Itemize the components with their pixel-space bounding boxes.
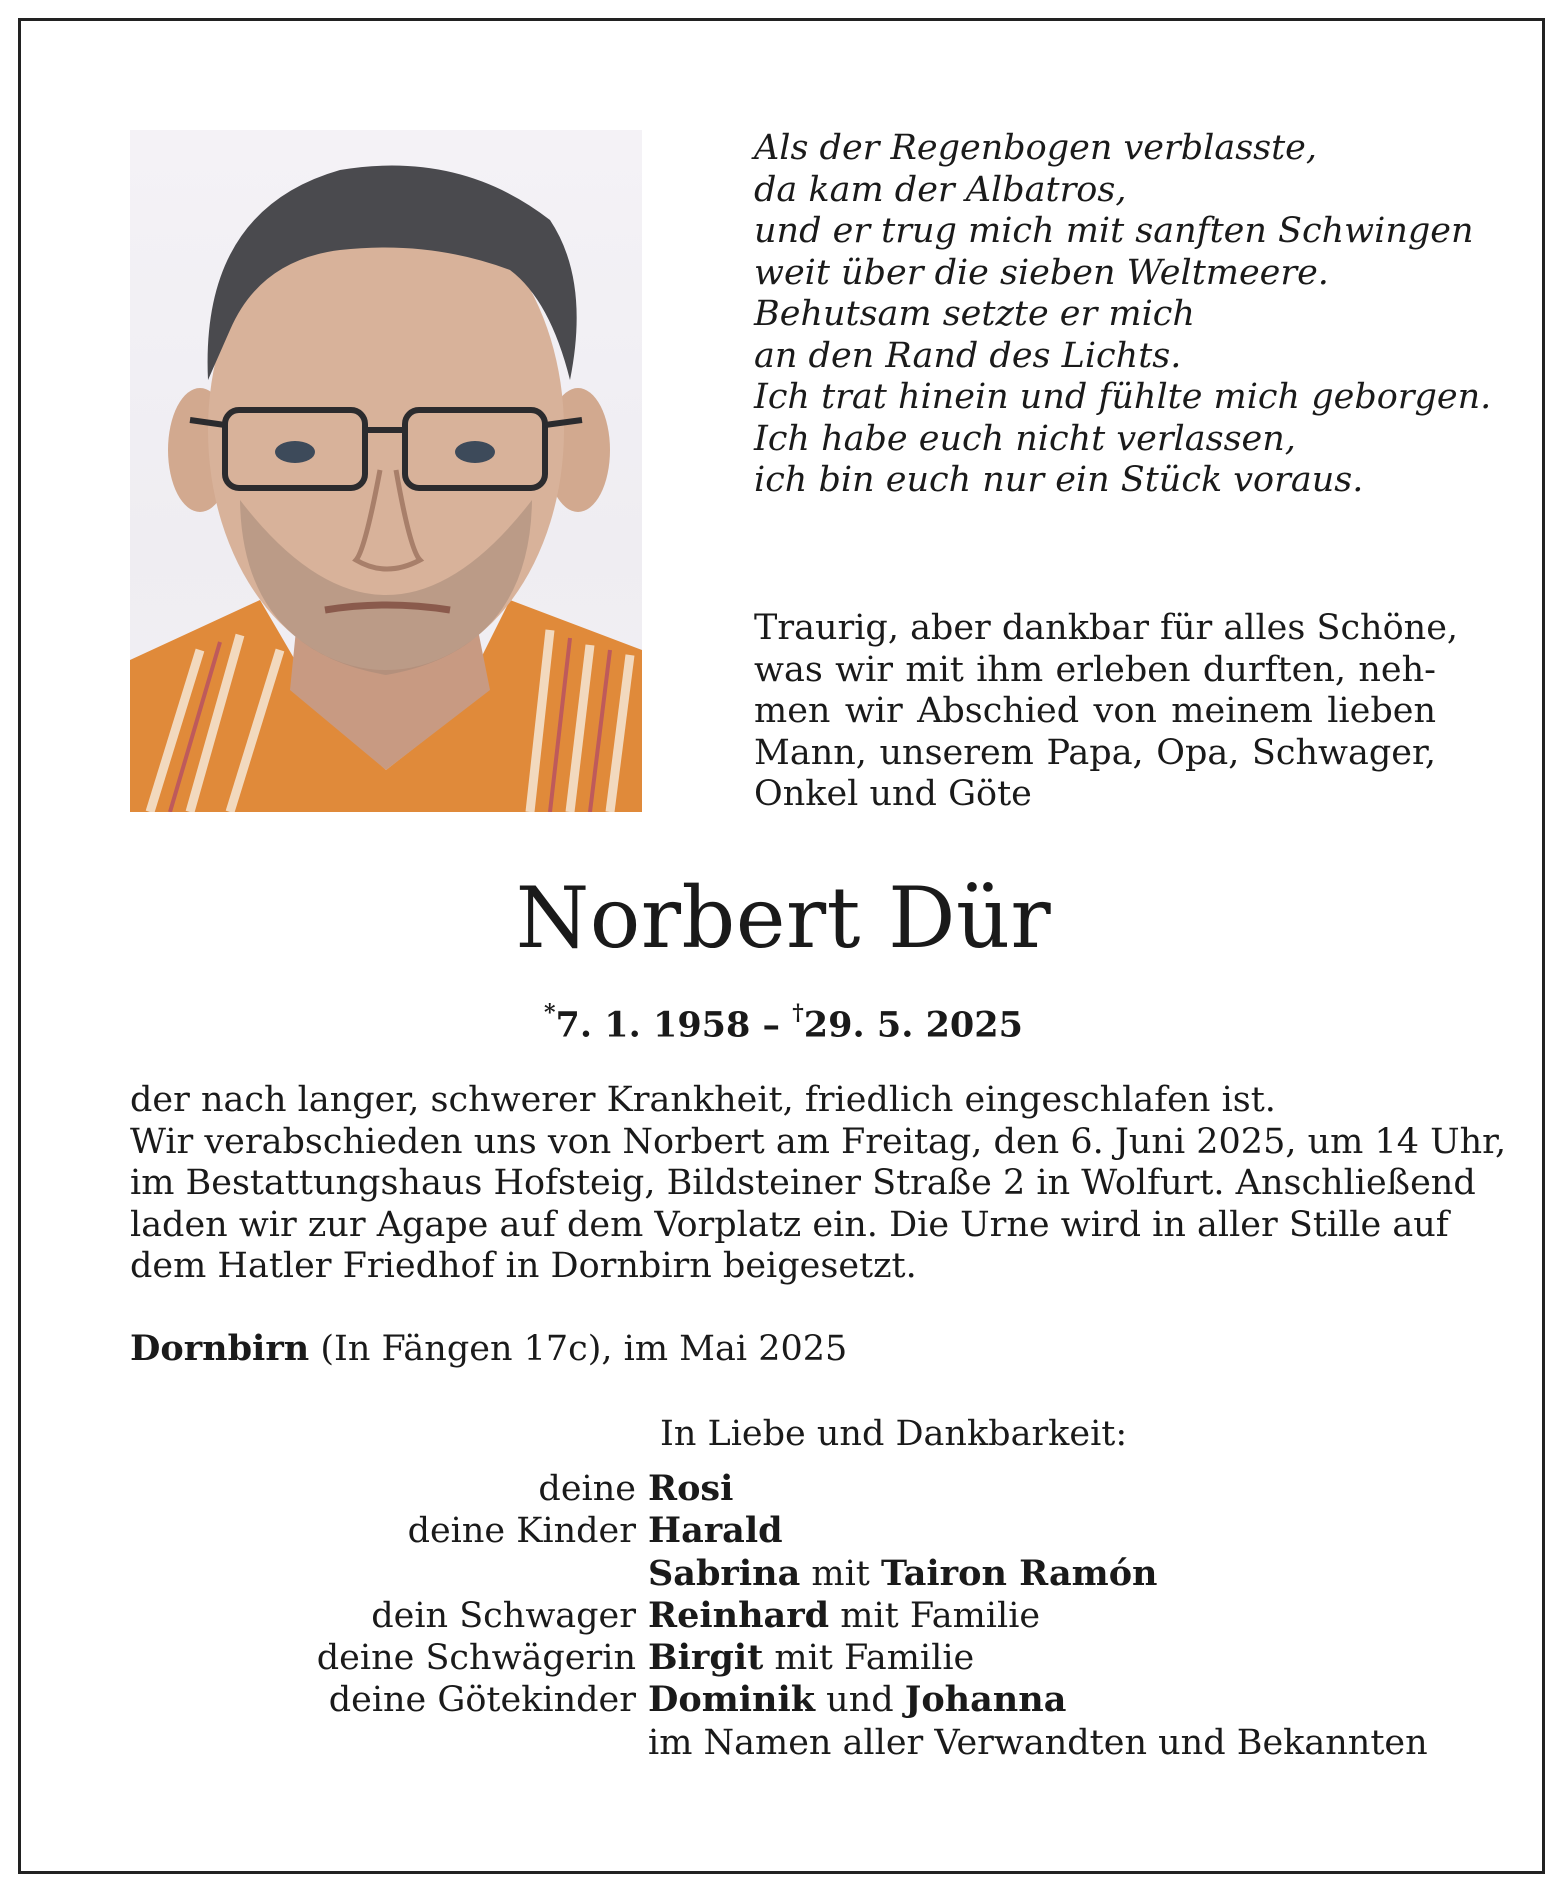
poem-line: Behutsam setzte er mich xyxy=(754,294,1195,334)
intro-line: was wir mit ihm erleben durften, neh- xyxy=(754,649,1436,690)
place-date-line xyxy=(130,1328,847,1371)
mourner-name: Reinhard xyxy=(648,1594,830,1636)
mourner-name: Dominik xyxy=(648,1679,816,1721)
portrait-illustration xyxy=(130,130,642,812)
mourner-row xyxy=(130,1679,1460,1721)
poem xyxy=(754,128,1492,502)
mourner-role: dein Schwager xyxy=(371,1595,636,1636)
poem-line: Ich trat hinein und fühlte mich geborgen. xyxy=(754,377,1492,417)
mourner-row xyxy=(130,1468,1460,1510)
intro-line: Mann, unserem Papa, Opa, Schwager, xyxy=(754,732,1436,773)
mourner-row xyxy=(130,1510,1460,1552)
poem-line: ich bin euch nur ein Stück voraus. xyxy=(754,460,1364,500)
birth-date: 7. 1. 1958 xyxy=(555,1004,751,1046)
mourner-row xyxy=(130,1595,1460,1637)
mourner-connector: im Namen aller Verwandten und Bekannten xyxy=(648,1722,1428,1763)
mourner-role: deine xyxy=(538,1469,636,1509)
mourner-name: Rosi xyxy=(648,1468,734,1509)
date-separator: – xyxy=(750,1004,793,1046)
intro-paragraph xyxy=(754,608,1459,816)
funeral-details xyxy=(130,1080,1507,1288)
poem-line: Als der Regenbogen verblasste, xyxy=(754,128,1318,168)
life-dates xyxy=(0,994,1567,1049)
poem-line: und er trug mich mit sanften Schwingen xyxy=(754,211,1474,251)
details-line: im Bestattungshaus Hofsteig, Bildsteiner Straße 2 in Wolfurt. Anschließend xyxy=(130,1163,1476,1203)
mourner-row xyxy=(130,1637,1460,1679)
mourner-role xyxy=(130,1722,648,1764)
mourner-connector: mit xyxy=(800,1553,881,1594)
mourner-role: deine Götekinder xyxy=(328,1680,636,1721)
mourner-role: deine Kinder xyxy=(407,1511,636,1552)
mourner-row xyxy=(130,1553,1460,1595)
mourner-name: Tairon Ramón xyxy=(881,1552,1158,1594)
details-line: laden wir zur Agape auf dem Vorplatz ein. Die Urne wird in aller Stille auf xyxy=(130,1204,1449,1245)
place-rest: (In Fängen 17c), im Mai 2025 xyxy=(309,1329,848,1369)
mourners-list xyxy=(130,1468,1460,1764)
mourner-connector: mit Familie xyxy=(763,1638,975,1679)
mourner-name: Harald xyxy=(648,1510,783,1552)
thanks-line: In Liebe und Dankbarkeit: xyxy=(660,1414,1128,1454)
mourner-name: Sabrina xyxy=(648,1552,801,1594)
death-date: 29. 5. 2025 xyxy=(803,1004,1023,1046)
mourner-role: deine Schwägerin xyxy=(316,1638,636,1679)
details-line: Wir verabschieden uns von Norbert am Freitag, den 6. Juni 2025, um 14 Uhr, xyxy=(130,1121,1507,1162)
death-symbol: † xyxy=(792,1000,804,1026)
mourner-connector: und xyxy=(815,1680,905,1721)
details-line: dem Hatler Friedhof in Dornbirn beigesetzt. xyxy=(130,1246,917,1286)
mourner-name: Johanna xyxy=(904,1679,1067,1721)
mourner-connector: mit Familie xyxy=(829,1595,1041,1636)
intro-line: Onkel und Göte xyxy=(754,774,1032,814)
poem-line: Ich habe euch nicht verlassen, xyxy=(754,418,1296,459)
intro-line: men wir Abschied von meinem lieben xyxy=(754,691,1436,731)
mourner-name: Birgit xyxy=(648,1637,764,1679)
poem-line: da kam der Albatros, xyxy=(754,169,1127,210)
poem-line: weit über die sieben Weltmeere. xyxy=(754,252,1329,293)
deceased-name: Norbert Dür xyxy=(515,869,1052,967)
mourner-row xyxy=(130,1722,1460,1764)
birth-symbol: * xyxy=(544,1000,556,1026)
place-city: Dornbirn xyxy=(130,1328,310,1369)
details-line: der nach langer, schwerer Krankheit, friedlich eingeschlafen ist. xyxy=(130,1080,1276,1120)
portrait-photo xyxy=(130,130,642,812)
poem-line: an den Rand des Lichts. xyxy=(754,335,1182,376)
intro-line: Traurig, aber dankbar für alles Schöne, xyxy=(754,608,1459,648)
mourner-role xyxy=(130,1553,648,1595)
